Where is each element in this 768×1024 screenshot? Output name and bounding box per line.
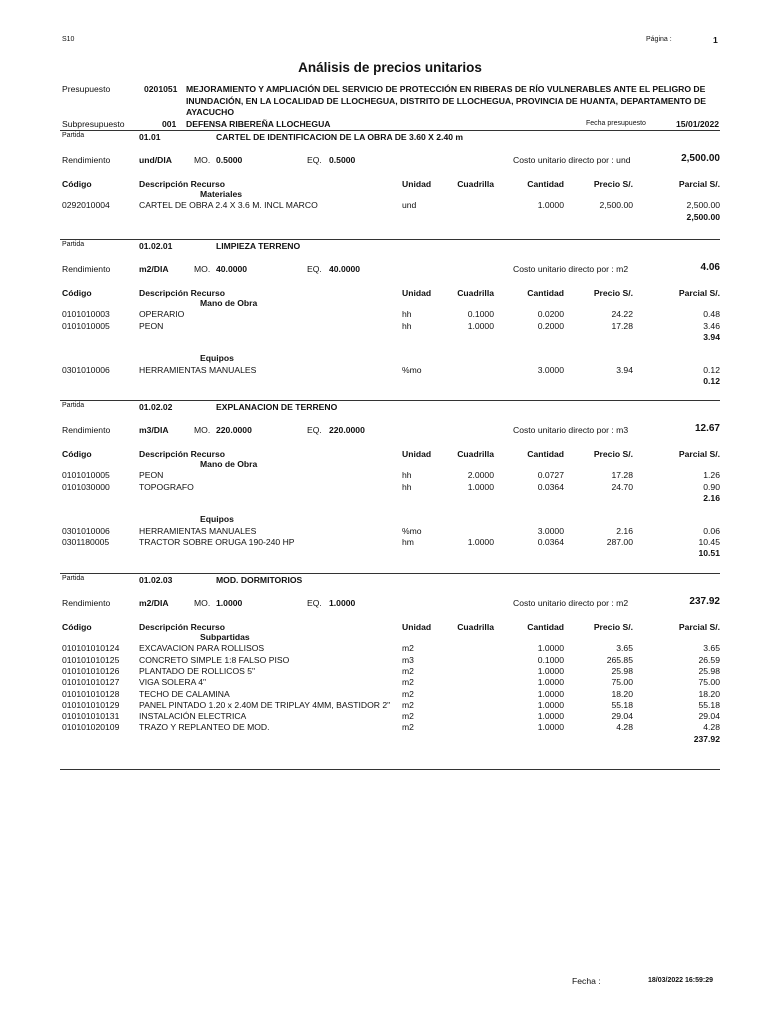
- row-codigo: 0301180005: [62, 536, 110, 547]
- row-precio: 18.20: [611, 688, 633, 699]
- row-codigo: 0292010004: [62, 200, 110, 211]
- col-descripcion-header: Descripción Recurso: [139, 622, 225, 632]
- row-precio: 75.00: [611, 677, 633, 688]
- row-descripcion: TOPOGRAFO: [139, 481, 194, 492]
- row-parcial: 26.59: [698, 654, 720, 665]
- group-total: 0.12: [703, 375, 720, 386]
- eq-label: EQ.: [307, 155, 322, 165]
- partida-code: 01.02.03: [139, 575, 173, 585]
- col-codigo-header: Código: [62, 288, 92, 298]
- row-descripcion: PEON: [139, 320, 164, 331]
- row-precio: 3.65: [616, 643, 633, 654]
- row-descripcion: PANEL PINTADO 1.20 x 2.40M DE TRIPLAY 4MM, BASTIDOR 2": [139, 699, 391, 710]
- eq-value: 1.0000: [329, 598, 356, 608]
- subpresupuesto-code: 001: [162, 119, 177, 129]
- row-cantidad: 0.0364: [537, 536, 564, 547]
- row-descripcion: OPERARIO: [139, 309, 185, 320]
- col-precio-header: Precio S/.: [593, 179, 633, 189]
- row-unidad: m3: [402, 654, 414, 665]
- costo-unitario-value: 237.92: [689, 596, 720, 607]
- costo-unitario-label: Costo unitario directo por : m3: [513, 425, 629, 435]
- row-parcial: 2,500.00: [686, 200, 720, 211]
- row-codigo: 0101010003: [62, 309, 110, 320]
- row-unidad: hh: [402, 481, 412, 492]
- row-unidad: m2: [402, 722, 414, 733]
- col-unidad-header: Unidad: [402, 179, 432, 189]
- row-parcial: 18.20: [698, 688, 720, 699]
- row-codigo: 0301010006: [62, 364, 110, 375]
- col-cuadrilla-header: Cuadrilla: [457, 449, 494, 459]
- row-parcial: 29.04: [698, 711, 720, 722]
- eq-label: EQ.: [307, 425, 322, 435]
- row-parcial: 0.90: [703, 481, 720, 492]
- row-parcial: 0.12: [703, 364, 720, 375]
- row-unidad: m2: [402, 677, 414, 688]
- row-descripcion: CONCRETO SIMPLE 1:8 FALSO PISO: [139, 654, 290, 665]
- row-precio: 287.00: [606, 536, 633, 547]
- resource-group-title: Equipos: [200, 353, 234, 364]
- row-parcial: 25.98: [698, 665, 720, 676]
- partida-code: 01.01: [139, 132, 161, 142]
- row-parcial: 0.48: [703, 309, 720, 320]
- row-precio: 265.85: [606, 654, 633, 665]
- rendimiento-unit: m2/DIA: [139, 264, 169, 274]
- eq-value: 220.0000: [329, 425, 365, 435]
- costo-unitario-value: 12.67: [694, 423, 720, 434]
- row-precio: 29.04: [611, 711, 633, 722]
- partida-name: EXPLANACION DE TERRENO: [216, 402, 338, 412]
- resource-group-title: Equipos: [200, 514, 234, 525]
- row-cantidad: 1.0000: [537, 677, 564, 688]
- fecha-presupuesto-label: Fecha presupuesto: [586, 120, 646, 127]
- mo-label: MO.: [194, 425, 211, 435]
- row-parcial: 75.00: [698, 677, 720, 688]
- row-parcial: 4.28: [703, 722, 720, 733]
- row-descripcion: TECHO DE CALAMINA: [139, 688, 230, 699]
- presupuesto-label: Presupuesto: [62, 84, 111, 94]
- costo-unitario-label: Costo unitario directo por : und: [513, 155, 631, 165]
- rendimiento-unit: und/DIA: [139, 155, 172, 165]
- col-unidad-header: Unidad: [402, 622, 432, 632]
- row-parcial: 55.18: [698, 699, 720, 710]
- col-parcial-header: Parcial S/.: [678, 622, 720, 632]
- row-cantidad: 1.0000: [537, 711, 564, 722]
- group-total: 2,500.00: [686, 211, 720, 222]
- row-precio: 17.28: [611, 470, 633, 481]
- col-precio-header: Precio S/.: [593, 622, 633, 632]
- row-unidad: m2: [402, 643, 414, 654]
- rendimiento-label: Rendimiento: [62, 155, 111, 165]
- partida-top-line: [60, 130, 720, 131]
- col-descripcion-header: Descripción Recurso: [139, 179, 225, 189]
- row-cantidad: 0.1000: [537, 654, 564, 665]
- row-descripcion: HERRAMIENTAS MANUALES: [139, 364, 257, 375]
- partida-code: 01.02.01: [139, 241, 173, 251]
- rendimiento-label: Rendimiento: [62, 425, 111, 435]
- mo-label: MO.: [194, 155, 211, 165]
- col-unidad-header: Unidad: [402, 449, 432, 459]
- row-unidad: hm: [402, 536, 414, 547]
- partida-top-line: [60, 239, 720, 240]
- system-code: S10: [62, 36, 75, 43]
- row-precio: 24.70: [611, 481, 633, 492]
- col-cuadrilla-header: Cuadrilla: [457, 288, 494, 298]
- mo-label: MO.: [194, 598, 211, 608]
- col-parcial-header: Parcial S/.: [678, 179, 720, 189]
- row-cuadrilla: 1.0000: [467, 481, 494, 492]
- col-precio-header: Precio S/.: [593, 449, 633, 459]
- row-precio: 2,500.00: [599, 200, 633, 211]
- col-unidad-header: Unidad: [402, 288, 432, 298]
- partida-code: 01.02.02: [139, 402, 173, 412]
- rendimiento-unit: m2/DIA: [139, 598, 169, 608]
- page-number: 1: [713, 35, 718, 45]
- row-cantidad: 0.0364: [537, 481, 564, 492]
- costo-unitario-value: 2,500.00: [681, 153, 720, 164]
- partida-name: CARTEL DE IDENTIFICACION DE LA OBRA DE 3.60 X 2.40 m: [216, 132, 464, 142]
- subpresupuesto-label: Subpresupuesto: [62, 119, 125, 129]
- row-descripcion: PLANTADO DE ROLLICOS 5": [139, 665, 256, 676]
- col-precio-header: Precio S/.: [593, 288, 633, 298]
- row-codigo: 010101020109: [62, 722, 120, 733]
- bottom-rule: [60, 769, 720, 770]
- row-precio: 24.22: [611, 309, 633, 320]
- row-parcial: 10.45: [698, 536, 720, 547]
- mo-value: 220.0000: [216, 425, 252, 435]
- col-cantidad-header: Cantidad: [527, 449, 564, 459]
- row-precio: 25.98: [611, 665, 633, 676]
- costo-unitario-label: Costo unitario directo por : m2: [513, 598, 629, 608]
- col-descripcion-header: Descripción Recurso: [139, 449, 225, 459]
- row-precio: 55.18: [611, 699, 633, 710]
- row-descripcion: PEON: [139, 470, 164, 481]
- row-cantidad: 3.0000: [537, 525, 564, 536]
- partida-label: Partida: [62, 575, 85, 582]
- row-codigo: 0301010006: [62, 525, 110, 536]
- row-codigo: 010101010129: [62, 699, 120, 710]
- col-parcial-header: Parcial S/.: [678, 449, 720, 459]
- row-descripcion: EXCAVACION PARA ROLLISOS: [139, 643, 265, 654]
- row-parcial: 1.26: [703, 470, 720, 481]
- eq-label: EQ.: [307, 264, 322, 274]
- rendimiento-label: Rendimiento: [62, 264, 111, 274]
- row-parcial: 0.06: [703, 525, 720, 536]
- row-cantidad: 1.0000: [537, 200, 564, 211]
- col-cantidad-header: Cantidad: [527, 288, 564, 298]
- row-parcial: 3.46: [703, 320, 720, 331]
- rendimiento-unit: m3/DIA: [139, 425, 169, 435]
- row-codigo: 010101010131: [62, 711, 120, 722]
- row-codigo: 010101010127: [62, 677, 120, 688]
- row-unidad: hh: [402, 470, 412, 481]
- col-descripcion-header: Descripción Recurso: [139, 288, 225, 298]
- row-descripcion: VIGA SOLERA 4": [139, 677, 207, 688]
- row-unidad: m2: [402, 688, 414, 699]
- col-codigo-header: Código: [62, 622, 92, 632]
- row-unidad: hh: [402, 320, 412, 331]
- fecha-presupuesto: 15/01/2022: [676, 119, 720, 129]
- row-cantidad: 1.0000: [537, 665, 564, 676]
- row-descripcion: HERRAMIENTAS MANUALES: [139, 525, 257, 536]
- row-parcial: 3.65: [703, 643, 720, 654]
- row-cantidad: 3.0000: [537, 364, 564, 375]
- partida-label: Partida: [62, 402, 85, 409]
- row-codigo: 010101010125: [62, 654, 120, 665]
- group-total: 237.92: [693, 733, 720, 744]
- resource-group-title: Mano de Obra: [200, 298, 258, 308]
- col-cuadrilla-header: Cuadrilla: [457, 622, 494, 632]
- row-unidad: hh: [402, 309, 412, 320]
- row-descripcion: TRAZO Y REPLANTEO DE MOD.: [139, 722, 270, 733]
- eq-value: 0.5000: [329, 155, 356, 165]
- row-cantidad: 0.0727: [537, 470, 564, 481]
- row-cuadrilla: 1.0000: [467, 320, 494, 331]
- partida-top-line: [60, 400, 720, 401]
- page-title: Análisis de precios unitarios: [298, 60, 482, 75]
- row-precio: 17.28: [611, 320, 633, 331]
- row-codigo: 010101010128: [62, 688, 120, 699]
- row-cantidad: 1.0000: [537, 688, 564, 699]
- resource-group-title: Materiales: [200, 189, 243, 199]
- row-codigo: 0101010005: [62, 320, 110, 331]
- row-cantidad: 1.0000: [537, 699, 564, 710]
- resource-group-title: Subpartidas: [200, 632, 250, 642]
- col-parcial-header: Parcial S/.: [678, 288, 720, 298]
- group-total: 10.51: [698, 548, 720, 559]
- row-descripcion: INSTALACIÓN ELECTRICA: [139, 711, 247, 722]
- partida-label: Partida: [62, 241, 85, 248]
- row-cuadrilla: 1.0000: [467, 536, 494, 547]
- eq-value: 40.0000: [329, 264, 361, 274]
- row-unidad: %mo: [402, 525, 422, 536]
- row-codigo: 0101010005: [62, 470, 110, 481]
- row-cuadrilla: 0.1000: [467, 309, 494, 320]
- row-descripcion: TRACTOR SOBRE ORUGA 190-240 HP: [139, 536, 295, 547]
- costo-unitario-label: Costo unitario directo por : m2: [513, 264, 629, 274]
- costo-unitario-value: 4.06: [700, 262, 720, 273]
- partida-top-line: [60, 573, 720, 574]
- footer-fecha-label: Fecha :: [572, 976, 601, 986]
- footer-fecha: 18/03/2022 16:59:29: [648, 977, 713, 984]
- mo-value: 0.5000: [216, 155, 243, 165]
- row-unidad: m2: [402, 699, 414, 710]
- group-total: 2.16: [703, 492, 720, 503]
- col-cantidad-header: Cantidad: [527, 622, 564, 632]
- row-precio: 2.16: [616, 525, 633, 536]
- row-unidad: %mo: [402, 364, 422, 375]
- row-precio: 3.94: [616, 364, 633, 375]
- mo-label: MO.: [194, 264, 211, 274]
- row-cantidad: 1.0000: [537, 722, 564, 733]
- row-cuadrilla: 2.0000: [467, 470, 494, 481]
- row-cantidad: 0.2000: [537, 320, 564, 331]
- row-unidad: und: [402, 200, 417, 211]
- row-unidad: m2: [402, 711, 414, 722]
- group-total: 3.94: [703, 331, 720, 342]
- row-cantidad: 1.0000: [537, 643, 564, 654]
- col-codigo-header: Código: [62, 449, 92, 459]
- partida-name: MOD. DORMITORIOS: [216, 575, 303, 585]
- page-label: Página :: [646, 36, 672, 43]
- mo-value: 40.0000: [216, 264, 248, 274]
- row-codigo: 010101010124: [62, 643, 120, 654]
- resource-group-title: Mano de Obra: [200, 459, 258, 469]
- partida-name: LIMPIEZA TERRENO: [216, 241, 301, 251]
- presupuesto-description: MEJORAMIENTO Y AMPLIACIÓN DEL SERVICIO DE PROTECCIÓN EN RIBERAS DE RÍO VULNERABLES ANTE EL PELIGRO DE INUNDACIÓN, EN LA LOCALIDAD DE LLOCHEGUA, DISTRITO DE LLOCHEGUA, PROVINCIA DE HUANTA, DEPARTAMENTO DE AYACUCHO: [186, 84, 706, 117]
- subpresupuesto-description: DEFENSA RIBEREÑA LLOCHEGUA: [186, 119, 331, 129]
- row-codigo: 010101010126: [62, 665, 120, 676]
- row-codigo: 0101030000: [62, 481, 110, 492]
- mo-value: 1.0000: [216, 598, 243, 608]
- col-cantidad-header: Cantidad: [527, 179, 564, 189]
- col-codigo-header: Código: [62, 179, 92, 189]
- col-cuadrilla-header: Cuadrilla: [457, 179, 494, 189]
- presupuesto-code: 0201051: [144, 84, 178, 94]
- row-precio: 4.28: [616, 722, 633, 733]
- row-unidad: m2: [402, 665, 414, 676]
- row-cantidad: 0.0200: [537, 309, 564, 320]
- eq-label: EQ.: [307, 598, 322, 608]
- rendimiento-label: Rendimiento: [62, 598, 111, 608]
- row-descripcion: CARTEL DE OBRA 2.4 X 3.6 M. INCL MARCO: [139, 200, 318, 211]
- partida-label: Partida: [62, 132, 85, 139]
